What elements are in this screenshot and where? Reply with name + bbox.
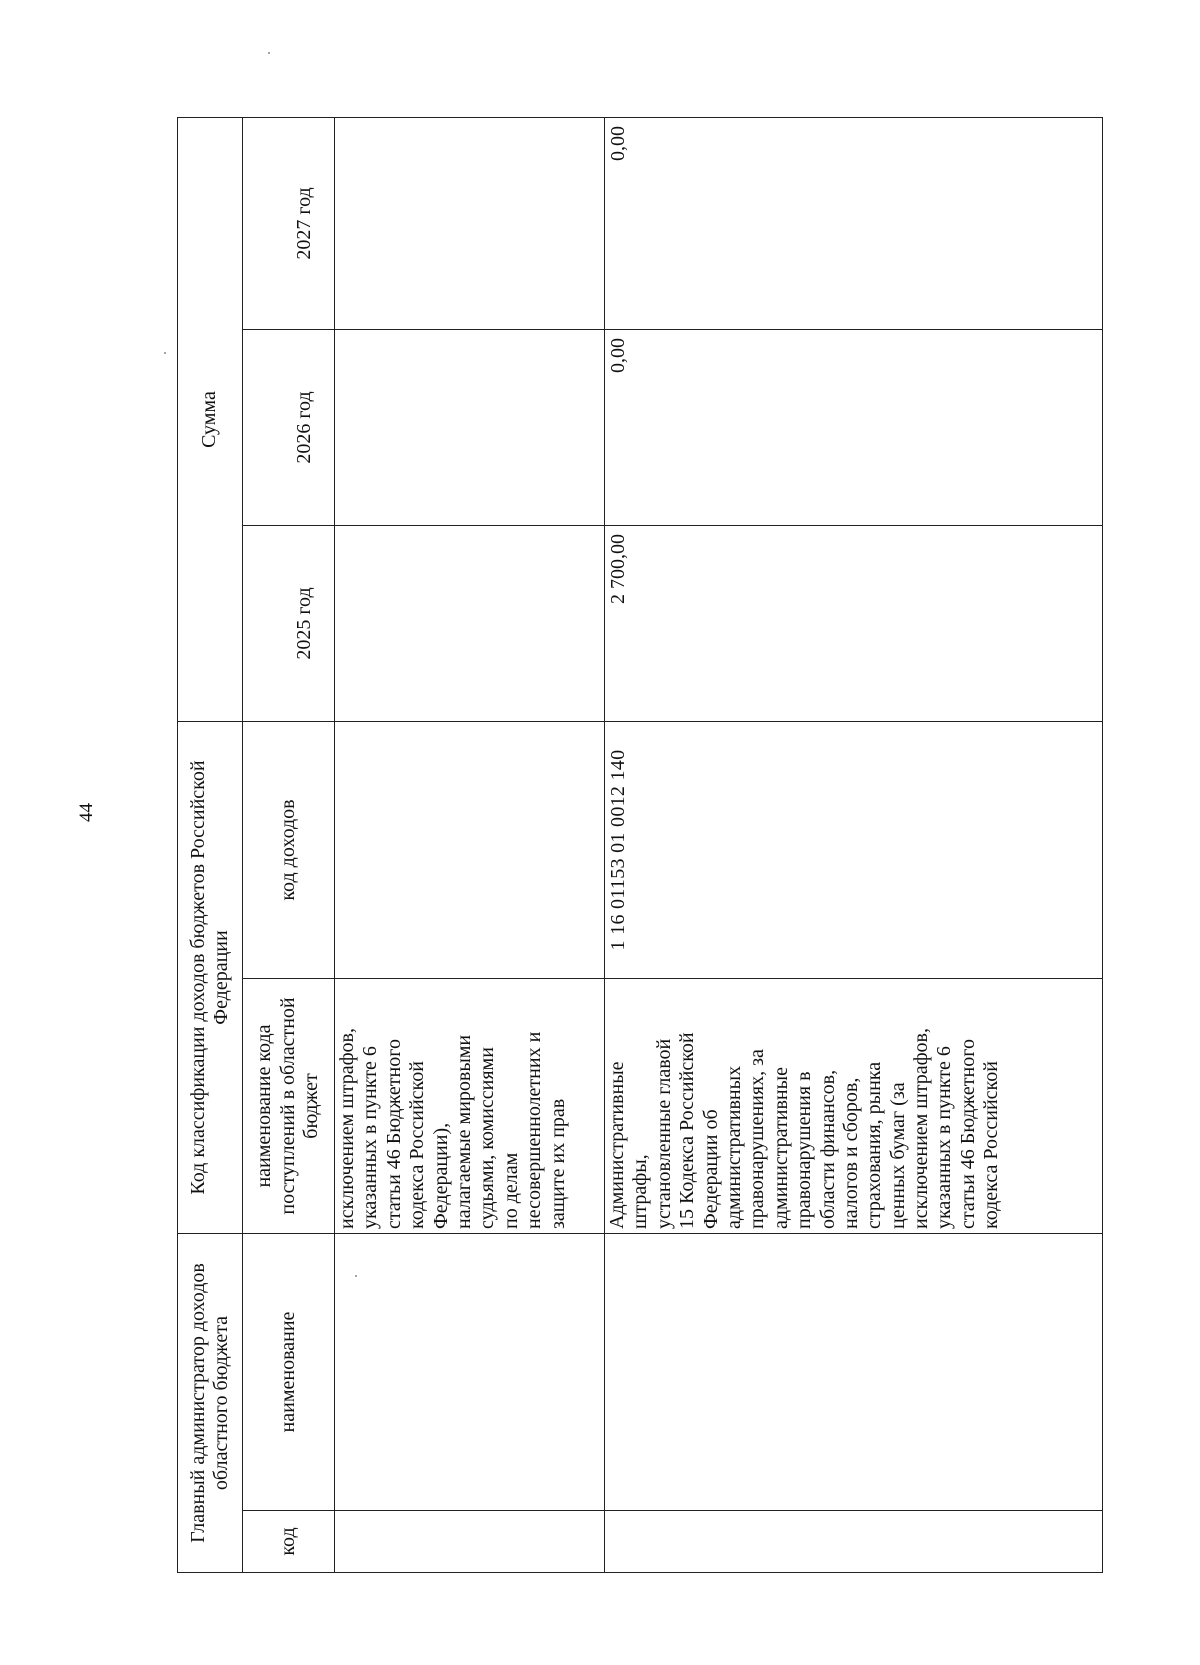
scan-speck (355, 1275, 357, 1277)
year-2025-header: 2025 год (243, 526, 335, 722)
description-line: штрафы, (629, 1154, 652, 1229)
year-2027-header: 2027 год (243, 117, 335, 329)
row-value-2026 (335, 330, 605, 526)
row-value-2027 (335, 117, 605, 329)
row-value-2025: 2 700,00 (605, 526, 1103, 722)
description-line: статьи 46 Бюджетного (382, 1039, 405, 1229)
description-line: правонарушения в (793, 1071, 816, 1229)
row-value-2025 (335, 526, 605, 722)
description-line: указанных в пункте 6 (359, 1046, 382, 1229)
admin-name-header: наименование (243, 1234, 335, 1511)
admin-code-header: код (243, 1511, 335, 1573)
description-line: 15 Кодекса Российской (676, 1032, 699, 1229)
rotated-table-page (177, 118, 1102, 1573)
description-line: административных (722, 1065, 745, 1229)
description-line: кодекса Российской (406, 1061, 429, 1229)
scan-speck (164, 352, 166, 354)
page-number: 44 (76, 803, 97, 822)
header-row-1 (178, 117, 243, 1572)
description-line: указанных в пункте 6 (933, 1046, 956, 1229)
row-value-2026: 0,00 (605, 330, 1103, 526)
description-line: исключением штрафов, (910, 1028, 933, 1229)
row-admin-name (605, 1234, 1103, 1511)
classification-group-header: Код классификации доходов бюджетов Российской Федерации (178, 722, 243, 1234)
scan-speck (268, 52, 270, 54)
description-line: статьи 46 Бюджетного (956, 1039, 979, 1229)
description-line: защите их прав (546, 1098, 569, 1229)
description-line: по делам (499, 1152, 522, 1229)
row-income-code (335, 722, 605, 979)
description-line: страхования, рынка (863, 1061, 886, 1229)
year-2026-header: 2026 год (243, 330, 335, 526)
description-line: несовершеннолетних и (523, 1031, 546, 1229)
sum-group-header: Сумма (178, 117, 243, 721)
table-row (605, 117, 1103, 1572)
description-line: Административные (606, 1061, 628, 1229)
receipt-name-header: наименование кода поступлений в областной бюджет (243, 979, 335, 1234)
row-income-code: 1 16 01153 01 0012 140 (605, 722, 1103, 979)
description-line: ценных бумаг (за (886, 1082, 909, 1229)
description-line: установленные главой (652, 1038, 675, 1229)
description-line: Федерации об (699, 1109, 722, 1229)
row-description (605, 979, 1103, 1234)
income-code-header: код доходов (243, 722, 335, 979)
description-line: налагаемые мировыми (452, 1034, 475, 1229)
description-line: судьями, комиссиями (476, 1047, 499, 1229)
row-description (335, 979, 605, 1234)
admin-group-header: Главный администратор доходов областного бюджета (178, 1234, 243, 1573)
row-value-2027: 0,00 (605, 117, 1103, 329)
description-line: Федерации), (429, 1122, 452, 1229)
description-line: кодекса Российской (980, 1061, 1003, 1229)
row-admin-code (335, 1511, 605, 1573)
row-admin-code (605, 1511, 1103, 1573)
row-admin-name (335, 1234, 605, 1511)
header-row-2 (243, 117, 335, 1572)
description-line: налогов и сборов, (839, 1077, 862, 1229)
description-line: исключением штрафов, (336, 1028, 358, 1229)
description-line: правонарушениях, за (746, 1049, 769, 1229)
description-line: административные (769, 1067, 792, 1229)
description-line: области финансов, (816, 1069, 839, 1229)
table-row (335, 117, 605, 1572)
income-table (177, 117, 1103, 1573)
